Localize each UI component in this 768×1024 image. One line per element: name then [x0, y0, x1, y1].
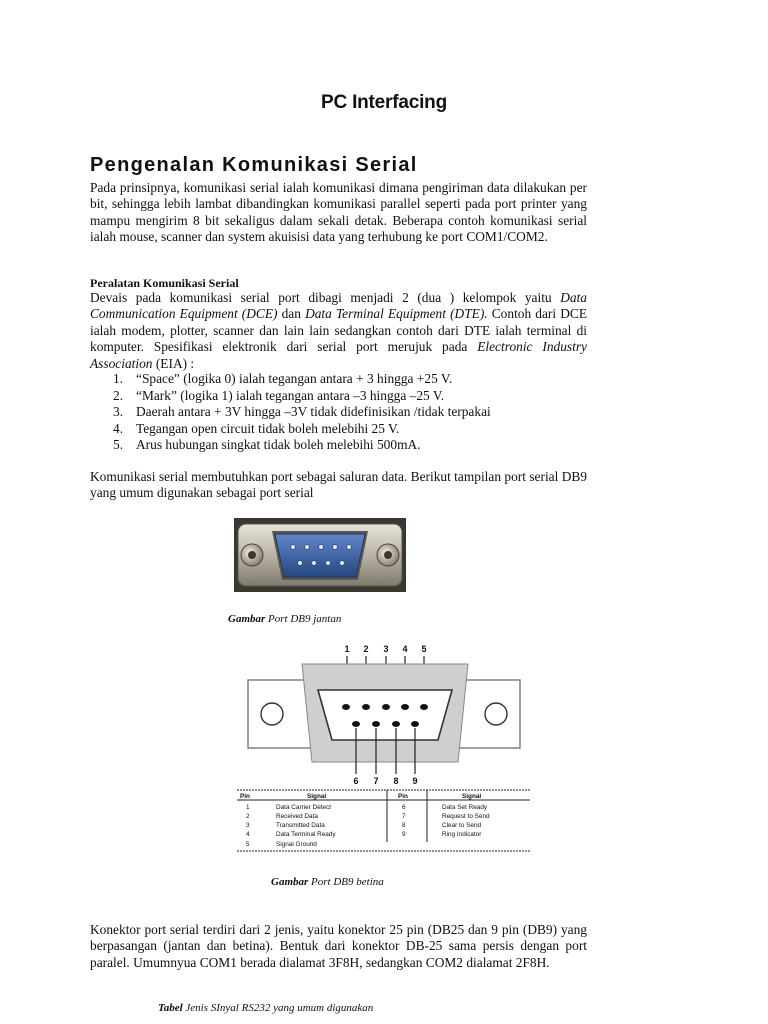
table-caption	[158, 1002, 373, 1014]
table-cell: Request to Send	[442, 813, 490, 820]
list-text: “Space” (logika 0) ialah tegangan antara + 3 hingga +25 V.	[136, 371, 453, 386]
figure1-caption-text: Port DB9 jantan	[265, 613, 342, 625]
list-text: “Mark” (logika 1) ialah tegangan antara –3 hingga –25 V.	[136, 387, 445, 403]
subheading: Peralatan Komunikasi Serial	[90, 276, 239, 290]
devices-text-4: (EIA) :	[152, 355, 195, 371]
table-cell: 6	[402, 804, 406, 811]
table-header: Pin	[398, 793, 408, 800]
list-number: 2.	[113, 387, 124, 403]
table-cell: 1	[246, 804, 250, 811]
pin-label-bottom: 7	[373, 776, 379, 786]
table-cell: Data Set Ready	[442, 804, 488, 811]
list-item	[113, 421, 491, 438]
list-number: 5.	[113, 437, 124, 453]
table-cell: 5	[246, 841, 250, 848]
pin-label-top: 1	[344, 644, 350, 654]
pin-label-top: 5	[421, 644, 427, 654]
table-header: Signal	[462, 793, 482, 800]
table-caption-text: Jenis SInyal RS232 yang umum digunakan	[182, 1002, 374, 1014]
section-heading: Pengenalan Komunikasi Serial	[90, 154, 418, 176]
devices-text-1: Devais pada komunikasi serial port dibagi menjadi 2 (dua ) kelompok yaitu	[90, 290, 561, 305]
table-cell: 9	[402, 831, 406, 838]
eia-term: Electronic Industry Association	[90, 339, 587, 371]
table-cell: Clear to Send	[442, 822, 482, 829]
list-text: Daerah antara + 3V hingga –3V tidak didefinisikan /tidak terpakai	[136, 404, 491, 420]
table-cell: 7	[402, 813, 406, 820]
list-number: 4.	[113, 420, 124, 436]
pin-label-top: 3	[383, 644, 389, 654]
list-number: 3.	[113, 404, 124, 420]
pin-label-bottom: 8	[393, 776, 399, 786]
list-item	[113, 404, 491, 421]
pin-label-bottom: 9	[412, 776, 418, 786]
figure2-caption	[271, 876, 384, 888]
table-cell: 8	[402, 822, 406, 829]
pin-label-top: 2	[363, 644, 369, 654]
port-paragraph: Komunikasi serial membutuhkan port sebagai saluran data. Berikut tampilan port serial DB9 yang umum digunakan sebagai port serial	[90, 469, 587, 501]
figure2-label: Gambar	[271, 876, 309, 888]
table-header: Pin	[240, 793, 250, 800]
table-cell: Transmitted Data	[276, 822, 325, 829]
figure1-caption	[228, 613, 341, 625]
table-caption-label: Tabel	[158, 1002, 183, 1014]
figure2-caption-text: Port DB9 betina	[308, 876, 384, 888]
list-item	[113, 437, 491, 454]
spec-list	[113, 371, 491, 454]
document-title: PC Interfacing	[321, 92, 447, 113]
devices-text-2: dan	[277, 306, 306, 322]
table-cell: Data Carrier Detect	[276, 804, 332, 811]
table-cell: Data Terminal Ready	[276, 831, 336, 838]
intro-paragraph: Pada prinsipnya, komunikasi serial ialah komunikasi dimana pengiriman data dilakukan per bit, sehingga lebih lambat dibandingkan komunikasi parallel seperti pada port printer yang mampu mengirim 8 bit sekaligus dalam sekali detak. Beberapa contoh komunikasi serial ialah mouse, scanner dan system akuisisi data yang terhubung ke port COM1/COM2.	[90, 180, 587, 245]
table-cell: 4	[246, 831, 250, 838]
table-cell: Ring Indicator	[442, 831, 482, 838]
list-item	[113, 371, 491, 388]
db9-male-photo	[234, 518, 406, 592]
list-item	[113, 388, 491, 405]
list-text: Tegangan open circuit tidak boleh melebihi 25 V.	[136, 420, 400, 436]
pin-label-bottom: 6	[353, 776, 359, 786]
list-number: 1.	[113, 371, 124, 386]
pin-label-top: 4	[402, 644, 408, 654]
devices-text-3: Contoh dari DCE ialah modem, plotter, scanner dan lain lain sedangkan contoh dari DTE ialah terminal di komputer. Spesifikasi elektronik dari serial port merujuk pada	[90, 306, 588, 355]
table-cell: 2	[246, 813, 250, 820]
table-cell: Signal Ground	[276, 841, 317, 848]
dte-term: Data Terminal Equipment (DTE).	[305, 306, 488, 322]
list-text: Arus hubungan singkat tidak boleh melebihi 500mA.	[136, 437, 421, 453]
connector-paragraph: Konektor port serial terdiri dari 2 jenis, yaitu konektor 25 pin (DB25 dan 9 pin (DB9) yang berpasangan (jantan dan betina). Bentuk dari konektor DB-25 sama persis dengan port paralel. Umumnyua COM1 berada dialamat 3F8H, sedangkan COM2 dialamat 2F8H.	[90, 922, 587, 970]
dce-term: Data Communication Equipment (DCE)	[90, 290, 587, 322]
table-cell: Received Data	[276, 813, 318, 820]
devices-paragraph	[90, 290, 587, 372]
db9-female-diagram	[232, 640, 532, 860]
table-header: Signal	[307, 793, 327, 800]
figure1-label: Gambar	[228, 613, 266, 625]
table-cell: 3	[246, 822, 250, 829]
